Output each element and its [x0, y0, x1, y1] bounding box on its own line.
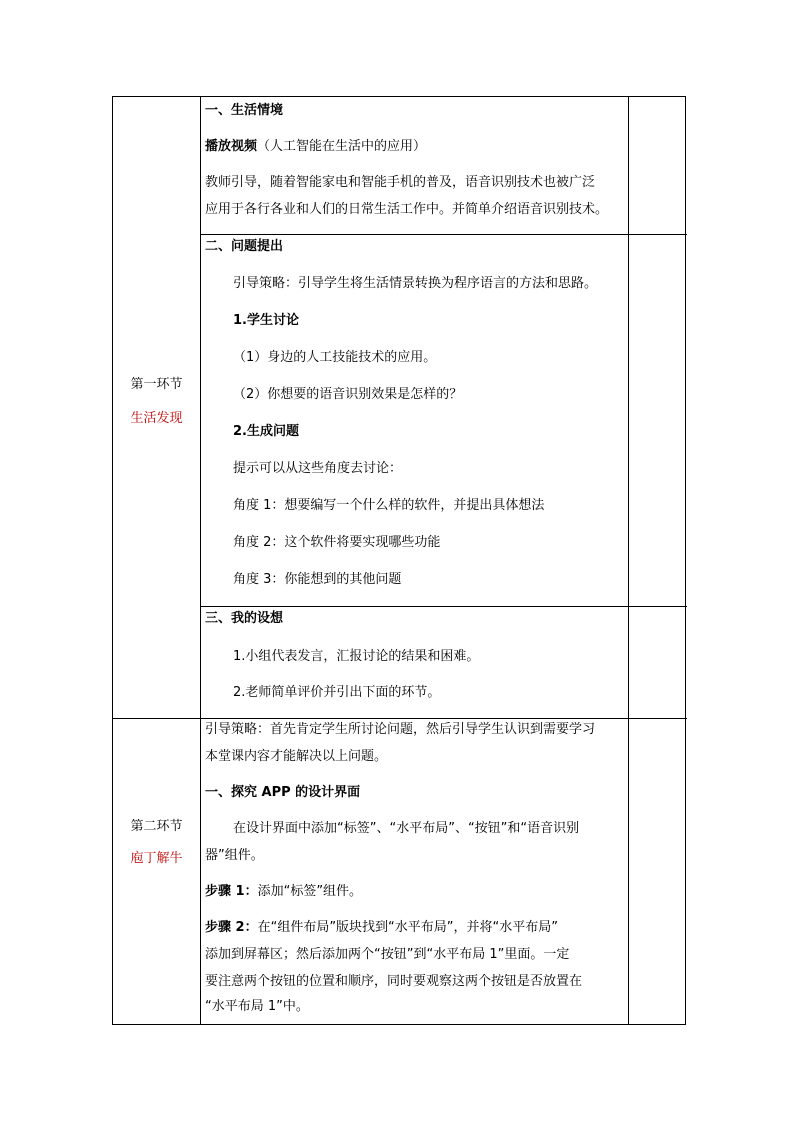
row-divider	[113, 718, 687, 719]
lesson-plan-table	[112, 96, 686, 1025]
stage2-label	[113, 817, 200, 869]
stage1-subtitle: 生活发现	[130, 411, 183, 426]
angle-item: 角度 3：你能想到的其他问题	[233, 572, 402, 587]
step2-line: 添加到屏幕区；然后添加两个“按钮”到“水平布局 1”里面。一定	[205, 947, 570, 962]
step2-line	[205, 918, 558, 938]
step2-line: 要注意两个按钮的位置和顺序，同时要观察这两个按钮是否放置在	[205, 974, 583, 989]
add-line: 器”组件。	[205, 848, 264, 863]
row-divider	[200, 234, 687, 235]
angle-item: 角度 2：这个软件将要实现哪些功能	[233, 535, 441, 550]
row-divider	[200, 606, 687, 607]
stage2-title: 第二环节	[130, 819, 183, 834]
discuss-heading: 1.学生讨论	[233, 313, 299, 328]
angle-item: 角度 1：想要编写一个什么样的软件，并提出具体想法	[233, 498, 545, 513]
step2-label: 步骤 2：	[205, 920, 258, 935]
discuss-item: （2）你想要的语音识别效果是怎样的？	[233, 387, 463, 402]
sec3-item: 1.小组代表发言，汇报讨论的结果和困难。	[233, 649, 480, 664]
sec2-strategy: 引导策略：引导学生将生活情景转换为程序语言的方法和思路。	[233, 276, 598, 291]
stage2-intro-line: 引导策略：首先肯定学生所讨论问题，然后引导学生认识到需要学习	[205, 722, 596, 737]
stage1-title: 第一环节	[130, 377, 183, 392]
step1-line	[205, 882, 362, 902]
sec1-line: 教师引导，随着智能家电和智能手机的普及，语音识别技术也被广泛	[205, 175, 596, 190]
sec1-heading: 一、生活情境	[205, 103, 284, 118]
discuss-item: （1）身边的人工技能技术的应用。	[233, 350, 437, 365]
hint-text: 提示可以从这些角度去讨论：	[233, 461, 403, 476]
sec3-heading: 三、我的设想	[205, 611, 284, 626]
stage2-subtitle: 庖丁解牛	[130, 851, 183, 866]
step2-text: 在“组件布局”版块找到“水平布局”，并将“水平布局”	[257, 920, 558, 935]
step2-line: “水平布局 1”中。	[205, 999, 309, 1014]
step1-text: 添加“标签”组件。	[257, 884, 363, 899]
video-label: 播放视频	[205, 139, 258, 154]
sec3-item: 2.老师简单评价并引出下面的环节。	[233, 685, 441, 700]
gen-heading: 2.生成问题	[233, 424, 299, 439]
step1-label: 步骤 1：	[205, 884, 258, 899]
sec1-line: 应用于各行各业和人们的日常生活工作中。并简单介绍语音识别技术。	[205, 202, 609, 217]
stage2-intro-line: 本堂课内容才能解决以上问题。	[205, 749, 388, 764]
column-divider	[628, 97, 629, 1024]
stage2-heading: 一、探究 APP 的设计界面	[205, 785, 361, 800]
stage1-label	[113, 375, 200, 429]
column-divider	[200, 97, 201, 1024]
video-line	[205, 137, 426, 157]
sec2-heading: 二、问题提出	[205, 239, 284, 254]
add-line: 在设计界面中添加“标签”、“水平布局”、“按钮”和“语音识别	[233, 821, 580, 836]
video-note: （人工智能在生活中的应用）	[257, 139, 427, 154]
